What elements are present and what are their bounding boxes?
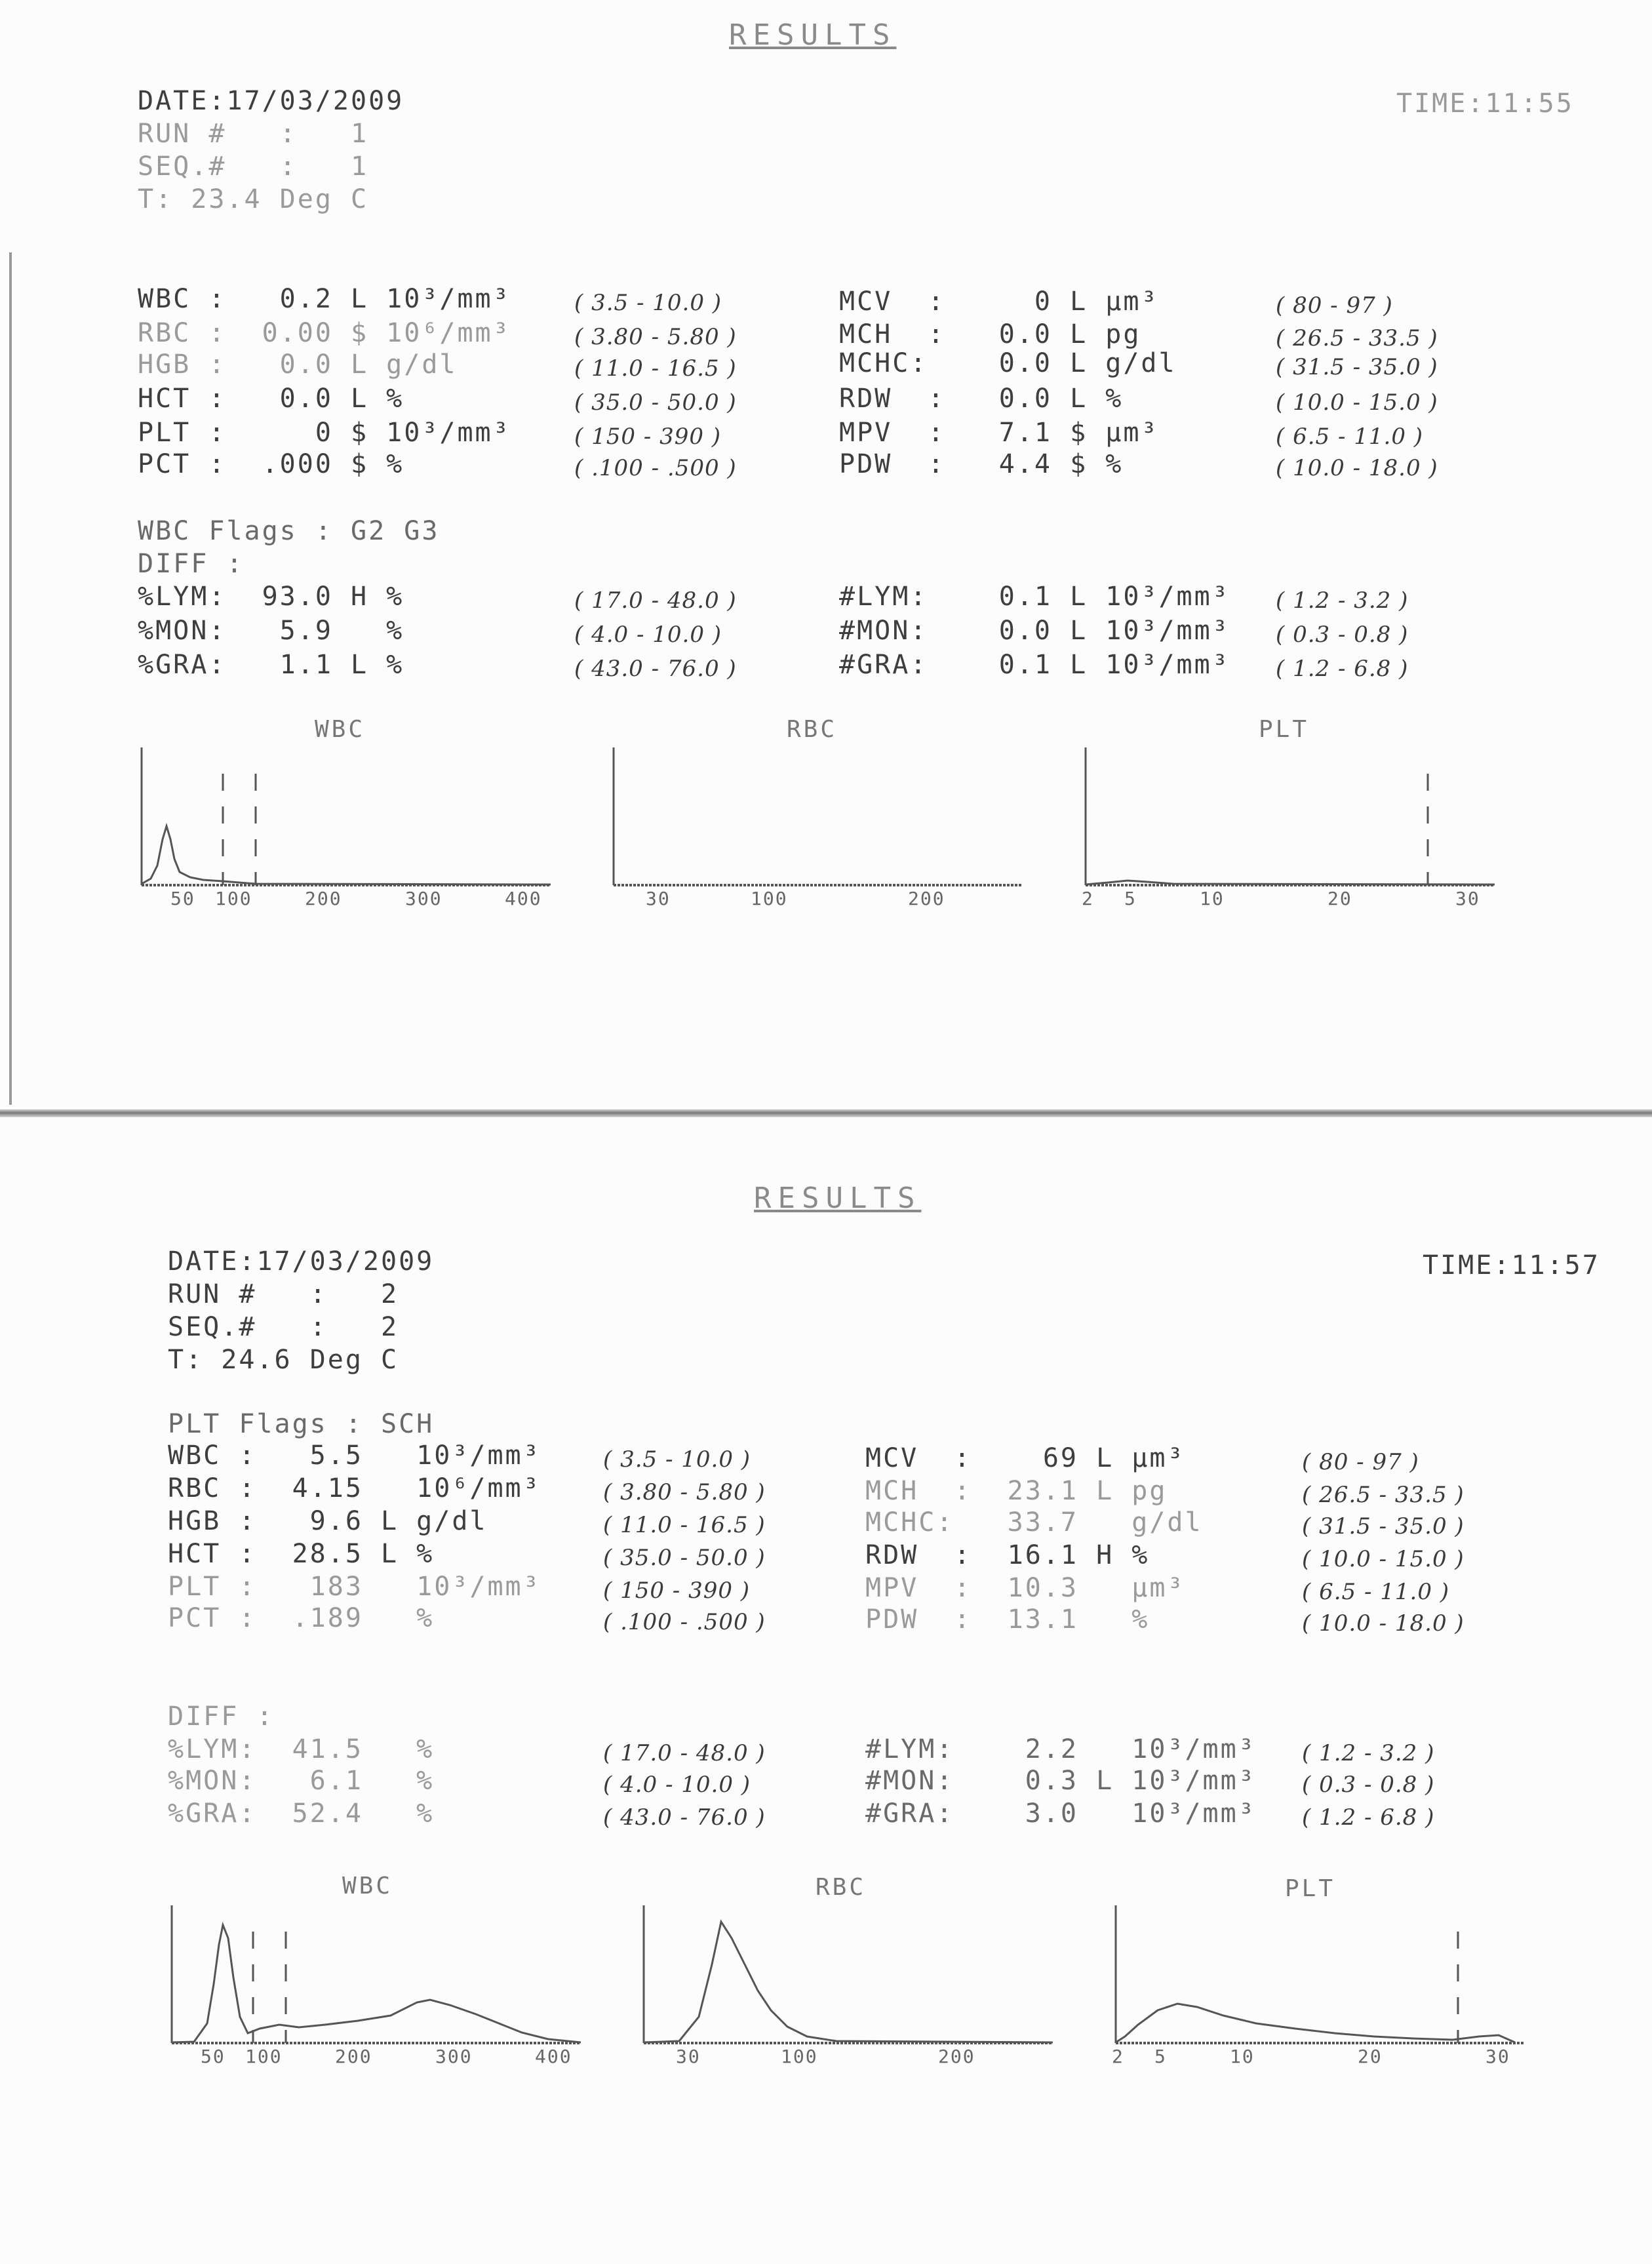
wbc-histogram-title: WBC: [342, 1873, 393, 1899]
rbc-tick-200: 200: [908, 888, 945, 909]
rbc-histogram-title: RBC: [787, 716, 838, 743]
range-pdw: ( 10.0 - 18.0 ): [1276, 455, 1438, 481]
range-hgb: ( 11.0 - 16.5 ): [603, 1512, 766, 1538]
plt-flags-line: PLT Flags : SCH: [168, 1409, 435, 1439]
param-mpv: MPV : 10.3 µm³: [865, 1573, 1185, 1603]
diff-mon-count: #MON: 0.0 L 10³/mm³: [839, 616, 1230, 646]
param-hct: HCT : 0.0 L %: [138, 384, 404, 414]
param-pdw: PDW : 13.1 %: [865, 1604, 1150, 1635]
diff-mon-percent: %MON: 5.9 %: [138, 616, 404, 646]
diff-gra-percent: %GRA: 1.1 L %: [138, 650, 404, 680]
diff-mon-count: #MON: 0.3 L 10³/mm³: [865, 1766, 1256, 1796]
diff-gra-count: #GRA: 3.0 10³/mm³: [865, 1798, 1256, 1829]
diff-lym-percent: %LYM: 93.0 H %: [138, 582, 404, 612]
plt-tick-30: 30: [1455, 888, 1480, 909]
wbc-tick-50: 50: [170, 888, 195, 909]
range-gra-percent: ( 43.0 - 76.0 ): [603, 1804, 766, 1831]
run-line: RUN # : 2: [168, 1279, 399, 1309]
plt-histogram-1: [1082, 747, 1501, 911]
range-mchc: ( 31.5 - 35.0 ): [1302, 1513, 1465, 1539]
wbc-tick-400: 400: [505, 888, 542, 909]
param-mcv: MCV : 0 L µm³: [839, 287, 1159, 317]
range-mcv: ( 80 - 97 ): [1302, 1449, 1419, 1475]
run-line: RUN # : 1: [138, 119, 369, 149]
param-mch: MCH : 0.0 L pg: [839, 319, 1141, 349]
param-mcv: MCV : 69 L µm³: [865, 1443, 1185, 1473]
param-plt: PLT : 183 10³/mm³: [168, 1572, 541, 1602]
range-pct: ( .100 - .500 ): [603, 1609, 766, 1635]
wbc-flags-line: WBC Flags : G2 G3: [138, 516, 440, 546]
diff-label: DIFF :: [168, 1701, 275, 1732]
param-rdw: RDW : 0.0 L %: [839, 384, 1124, 414]
plt-histogram-2: [1112, 1905, 1531, 2069]
plt-tick-30: 30: [1485, 2046, 1510, 2067]
wbc-tick-200: 200: [335, 2046, 372, 2067]
range-rdw: ( 10.0 - 15.0 ): [1302, 1546, 1465, 1572]
range-mon-percent: ( 4.0 - 10.0 ): [574, 622, 722, 648]
wbc-tick-300: 300: [435, 2046, 473, 2067]
wbc-tick-200: 200: [305, 888, 342, 909]
param-wbc: WBC : 5.5 10³/mm³: [168, 1440, 541, 1471]
range-rbc: ( 3.80 - 5.80 ): [574, 324, 737, 350]
temperature-line: T: 24.6 Deg C: [168, 1345, 399, 1375]
param-mchc: MCHC: 33.7 g/dl: [865, 1507, 1203, 1538]
results-title: RESULTS: [754, 1182, 922, 1215]
range-pct: ( .100 - .500 ): [574, 455, 737, 481]
range-gra-count: ( 1.2 - 6.8 ): [1276, 656, 1409, 682]
time-line: TIME:11:55: [1396, 89, 1574, 119]
range-mchc: ( 31.5 - 35.0 ): [1276, 354, 1438, 380]
diff-lym-percent: %LYM: 41.5 %: [168, 1734, 435, 1764]
diff-lym-count: #LYM: 0.1 L 10³/mm³: [839, 582, 1230, 612]
rbc-histogram-title: RBC: [816, 1874, 867, 1901]
range-mcv: ( 80 - 97 ): [1276, 292, 1393, 319]
rbc-tick-30: 30: [646, 888, 671, 909]
range-wbc: ( 3.5 - 10.0 ): [574, 290, 722, 316]
wbc-histogram-title: WBC: [315, 716, 366, 743]
param-mch: MCH : 23.1 L pg: [865, 1476, 1168, 1506]
plt-tick-20: 20: [1328, 888, 1352, 909]
range-gra-count: ( 1.2 - 6.8 ): [1302, 1804, 1435, 1831]
range-mpv: ( 6.5 - 11.0 ): [1276, 424, 1424, 450]
plt-tick-10: 10: [1230, 2046, 1255, 2067]
param-plt: PLT : 0 $ 10³/mm³: [138, 418, 511, 448]
range-hgb: ( 11.0 - 16.5 ): [574, 355, 737, 382]
range-lym-count: ( 1.2 - 3.2 ): [1276, 587, 1409, 614]
report-sheet-2: [0, 1121, 1652, 2264]
rbc-tick-100: 100: [781, 2046, 818, 2067]
diff-lym-count: #LYM: 2.2 10³/mm³: [865, 1734, 1256, 1764]
plt-curve: [1116, 2004, 1515, 2042]
time-line: TIME:11:57: [1423, 1250, 1600, 1281]
rbc-histogram-1: [610, 747, 1029, 911]
wbc-tick-400: 400: [535, 2046, 572, 2067]
temperature-line: T: 23.4 Deg C: [138, 184, 369, 214]
rbc-tick-200: 200: [938, 2046, 975, 2067]
diff-label: DIFF :: [138, 549, 245, 579]
param-pct: PCT : .000 $ %: [138, 449, 404, 479]
range-wbc: ( 3.5 - 10.0 ): [603, 1446, 751, 1473]
param-hgb: HGB : 9.6 L g/dl: [168, 1506, 488, 1536]
wbc-tick-100: 100: [245, 2046, 283, 2067]
range-mch: ( 26.5 - 33.5 ): [1302, 1482, 1465, 1508]
range-mpv: ( 6.5 - 11.0 ): [1302, 1579, 1450, 1605]
plt-tick-10: 10: [1200, 888, 1225, 909]
seq-line: SEQ.# : 2: [168, 1312, 399, 1342]
param-rbc: RBC : 4.15 10⁶/mm³: [168, 1473, 541, 1503]
plt-tick-5: 5: [1124, 888, 1137, 909]
plt-tick-2: 2: [1082, 888, 1094, 909]
range-lym-count: ( 1.2 - 3.2 ): [1302, 1740, 1435, 1766]
rbc-curve: [644, 1922, 1053, 2042]
range-rdw: ( 10.0 - 15.0 ): [1276, 389, 1438, 416]
range-rbc: ( 3.80 - 5.80 ): [603, 1479, 766, 1505]
range-hct: ( 35.0 - 50.0 ): [574, 389, 737, 416]
param-wbc: WBC : 0.2 L 10³/mm³: [138, 284, 511, 314]
report-sheet-1: [0, 0, 1652, 1115]
diff-gra-percent: %GRA: 52.4 %: [168, 1798, 435, 1829]
plt-histogram-title: PLT: [1259, 716, 1310, 743]
diff-gra-count: #GRA: 0.1 L 10³/mm³: [839, 650, 1230, 680]
wbc-curve: [172, 1925, 581, 2042]
wbc-tick-100: 100: [215, 888, 252, 909]
results-title: RESULTS: [729, 18, 897, 52]
range-plt: ( 150 - 390 ): [574, 424, 722, 450]
date-line: DATE:17/03/2009: [138, 86, 404, 116]
param-hct: HCT : 28.5 L %: [168, 1539, 435, 1569]
seq-line: SEQ.# : 1: [138, 151, 369, 182]
rbc-tick-100: 100: [751, 888, 788, 909]
wbc-histogram-1: [138, 747, 557, 911]
param-mchc: MCHC: 0.0 L g/dl: [839, 348, 1177, 378]
range-mon-count: ( 0.3 - 0.8 ): [1302, 1772, 1435, 1798]
range-lym-percent: ( 17.0 - 48.0 ): [574, 587, 737, 614]
plt-histogram-title: PLT: [1285, 1875, 1336, 1902]
param-rdw: RDW : 16.1 H %: [865, 1540, 1150, 1570]
rbc-tick-30: 30: [676, 2046, 701, 2067]
diff-mon-percent: %MON: 6.1 %: [168, 1766, 435, 1796]
range-hct: ( 35.0 - 50.0 ): [603, 1545, 766, 1571]
range-gra-percent: ( 43.0 - 76.0 ): [574, 656, 737, 682]
wbc-histogram-2: [168, 1905, 587, 2069]
wbc-tick-300: 300: [405, 888, 442, 909]
wbc-tick-50: 50: [201, 2046, 226, 2067]
range-mch: ( 26.5 - 33.5 ): [1276, 325, 1438, 351]
rbc-histogram-2: [640, 1905, 1059, 2069]
range-mon-percent: ( 4.0 - 10.0 ): [603, 1772, 751, 1798]
range-mon-count: ( 0.3 - 0.8 ): [1276, 622, 1409, 648]
plt-tick-20: 20: [1358, 2046, 1383, 2067]
plt-tick-2: 2: [1112, 2046, 1124, 2067]
range-plt: ( 150 - 390 ): [603, 1578, 751, 1604]
range-pdw: ( 10.0 - 18.0 ): [1302, 1610, 1465, 1637]
wbc-curve: [142, 826, 551, 884]
param-hgb: HGB : 0.0 L g/dl: [138, 349, 458, 380]
param-rbc: RBC : 0.00 $ 10⁶/mm³: [138, 318, 511, 348]
plt-tick-5: 5: [1154, 2046, 1167, 2067]
param-pct: PCT : .189 %: [168, 1603, 435, 1633]
param-pdw: PDW : 4.4 $ %: [839, 449, 1124, 479]
date-line: DATE:17/03/2009: [168, 1246, 435, 1277]
range-lym-percent: ( 17.0 - 48.0 ): [603, 1740, 766, 1766]
param-mpv: MPV : 7.1 $ µm³: [839, 418, 1159, 448]
